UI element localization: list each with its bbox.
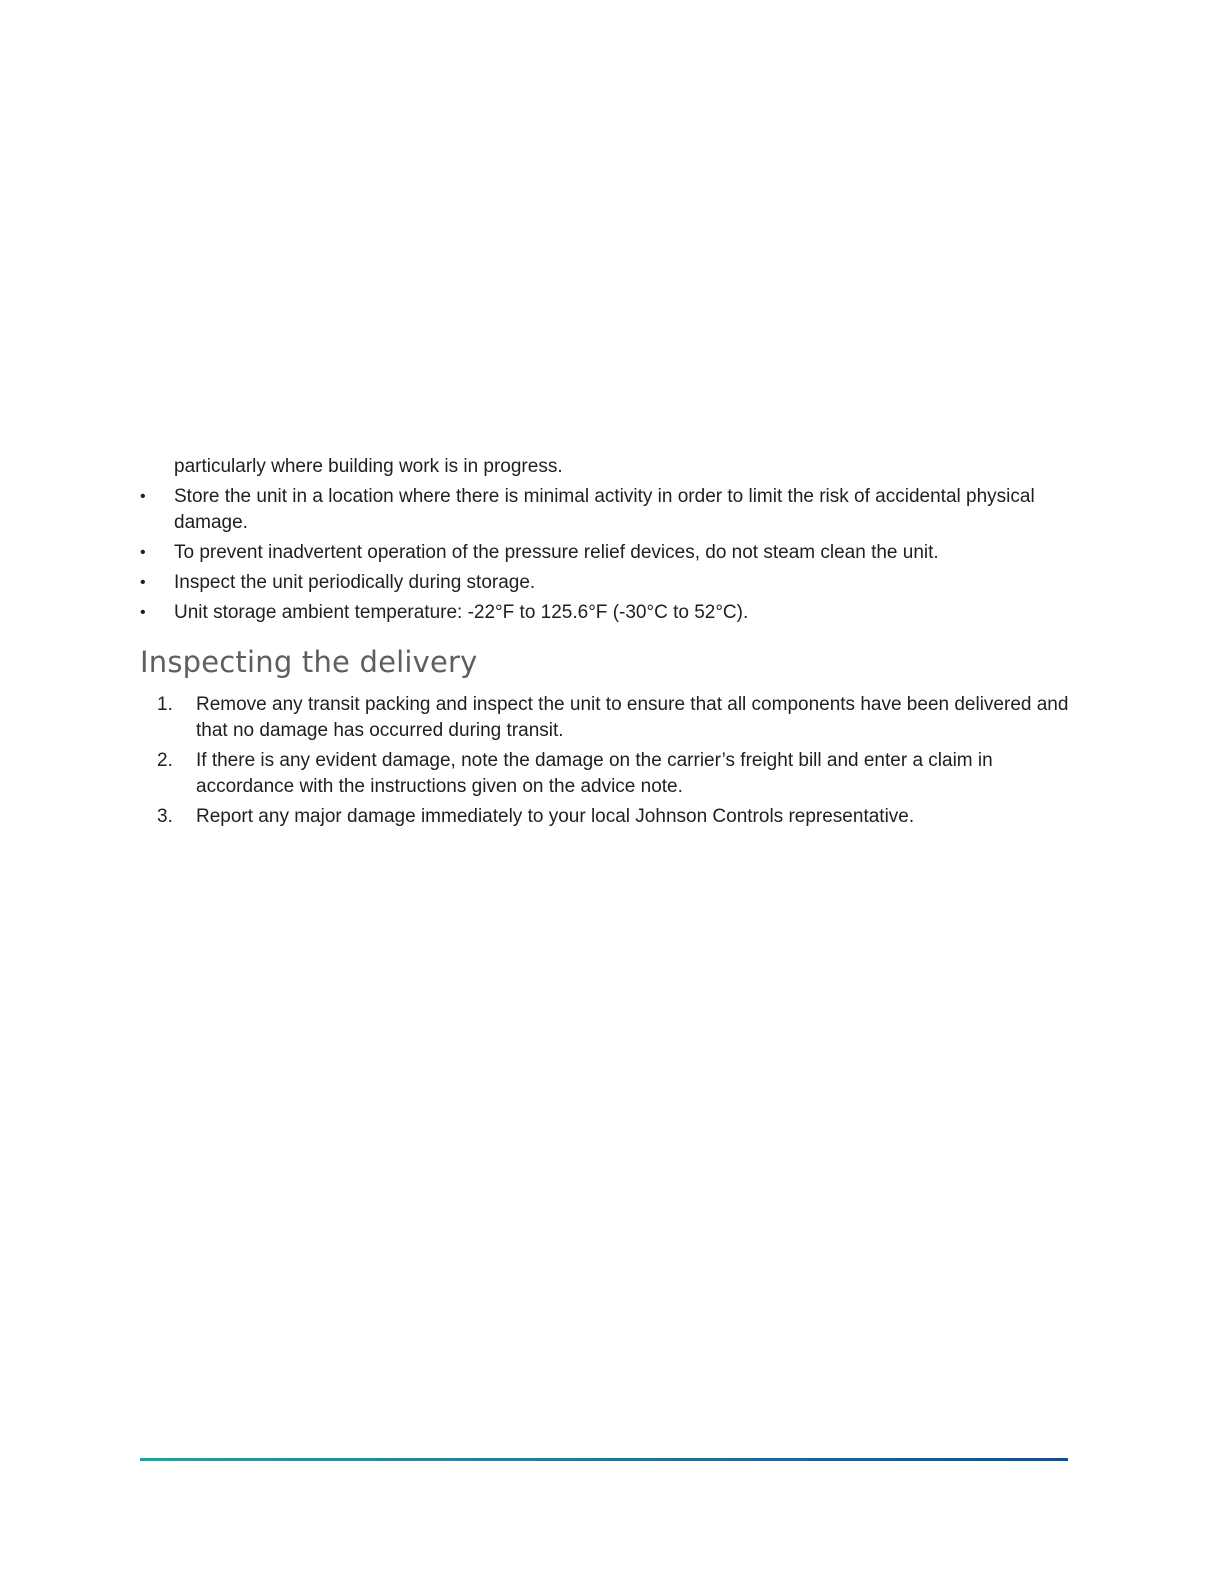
list-item — [140, 600, 1080, 626]
bullet-marker: • — [140, 544, 146, 561]
step-number: 1. — [157, 694, 173, 715]
bullet-marker: • — [140, 574, 146, 591]
list-item-text: Unit storage ambient temperature: -22°F to 125.6°F (-30°C to 52°C). — [174, 602, 749, 623]
list-item — [140, 540, 1080, 566]
list-item — [140, 484, 1080, 536]
footer-divider — [140, 1458, 1068, 1461]
list-item — [140, 804, 1080, 830]
list-item-text: To prevent inadvertent operation of the pressure relief devices, do not steam clean the unit. — [174, 542, 939, 563]
list-item — [140, 692, 1080, 744]
storage-bullet-list — [140, 484, 1080, 626]
step-number: 2. — [157, 750, 173, 771]
page-content — [140, 454, 1080, 834]
step-number: 3. — [157, 806, 173, 827]
step-text: Remove any transit packing and inspect the unit to ensure that all components have been delivered and that no damage has occurred during transit. — [196, 694, 1069, 741]
bullet-marker: • — [140, 604, 146, 621]
list-item — [140, 570, 1080, 596]
step-text: If there is any evident damage, note the damage on the carrier’s freight bill and enter a claim in accordance with the instructions given on the advice note. — [196, 750, 993, 797]
list-item — [140, 748, 1080, 800]
section-heading: Inspecting the delivery — [140, 645, 478, 679]
step-text: Report any major damage immediately to your local Johnson Controls representative. — [196, 806, 915, 827]
list-item-text: Inspect the unit periodically during storage. — [174, 572, 536, 593]
continuation-text: particularly where building work is in progress. — [174, 456, 563, 477]
bullet-marker: • — [140, 488, 146, 505]
list-item-text: Store the unit in a location where there is minimal activity in order to limit the risk of accidental physical damage. — [174, 486, 1035, 533]
inspection-steps-list — [140, 692, 1080, 830]
